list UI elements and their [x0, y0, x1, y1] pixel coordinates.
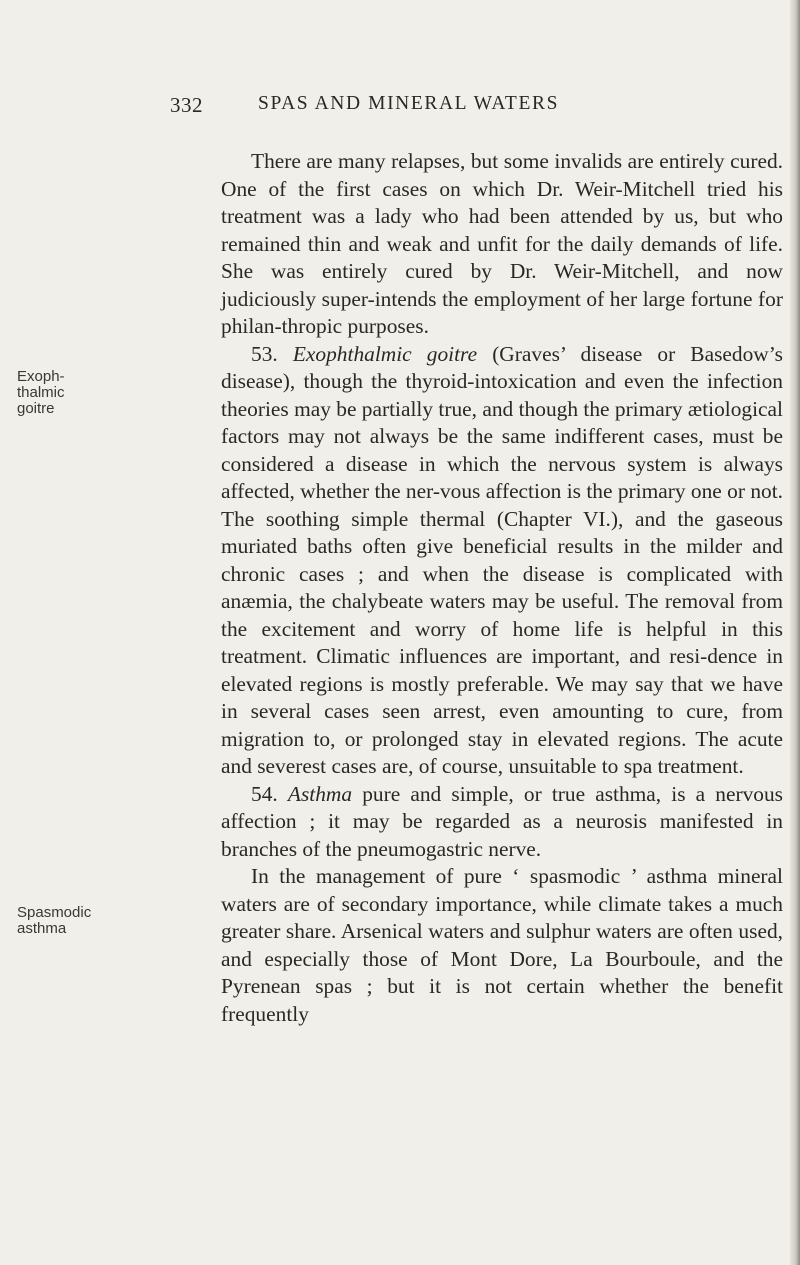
- margin-note-line: thalmic: [17, 384, 65, 401]
- section-number: 54.: [251, 781, 278, 806]
- paragraph-asthma: [221, 781, 783, 864]
- running-head: SPAS AND MINERAL WATERS: [258, 93, 560, 114]
- page-header: [0, 93, 800, 123]
- paragraph-asthma-management: In the management of pure ‘ spasmodic ’ asthma mineral waters are of secondary importance, while climate takes a much greater share. Arsenical waters and sulphur waters are often used, and especially those of Mont Dore, La Bourboule, and the Pyrenean spas ; but it is not certain whether the benefit frequently: [221, 864, 783, 1026]
- paragraph-relapses: There are many relapses, but some invalids are entirely cured. One of the first cases on which Dr. Weir-Mitchell tried his treatment was a lady who had been attended by us, but who remained thin and weak and unfit for the daily demands of life. She was entirely cured by Dr. Weir-Mitchell, and now judiciously super-intends the employment of her large fortune for philan-thropic purposes.: [221, 149, 783, 338]
- margin-note-spasmodic-asthma: [17, 905, 102, 937]
- page-number: 332: [170, 93, 203, 117]
- margin-note-line: Exoph-: [17, 368, 65, 385]
- section-term: Asthma: [287, 781, 353, 806]
- page-edge-shadow: [790, 0, 800, 1265]
- paragraph-text: (Graves’ disease or Basedow’s disease), though the thyroid-intoxication and even the infection theories may be partially true, and though the primary ætiological factors may not always be the same indifferent cases, must be considered a disease in which the nervous system is always affected, whether the ner-vous affection is the primary one or not. The soothing simple thermal (Chapter VI.), and the gaseous muriated baths often give beneficial results in the milder and chronic cases ; and when the disease is complicated with anæmia, the chalybeate waters may be useful. The removal from the excitement and worry of home life is helpful in this treatment. Climatic influences are important, and resi-dence in elevated regions is mostly preferable. We may say that we have in several cases seen arrest, even amounting to cure, from migration to, or prolonged stay in elevated regions. The acute and severest cases are, of course, unsuitable to spa treatment.: [221, 341, 783, 778]
- body-text: [221, 148, 783, 1028]
- margin-note-line: goitre: [17, 400, 55, 417]
- paragraph-text: pure and simple, or true asthma, is a nervous affection ; it may be regarded as a neurosis manifested in branches of the pneumogastric nerve.: [221, 781, 783, 861]
- paragraph-exophthalmic-goitre: [221, 341, 783, 781]
- margin-note-line: asthma: [17, 920, 67, 937]
- section-term: Exophthalmic goitre: [292, 341, 478, 366]
- section-number: 53.: [251, 341, 278, 366]
- margin-note-line: Spasmodic: [17, 904, 92, 921]
- margin-note-exophthalmic-goitre: [17, 369, 102, 417]
